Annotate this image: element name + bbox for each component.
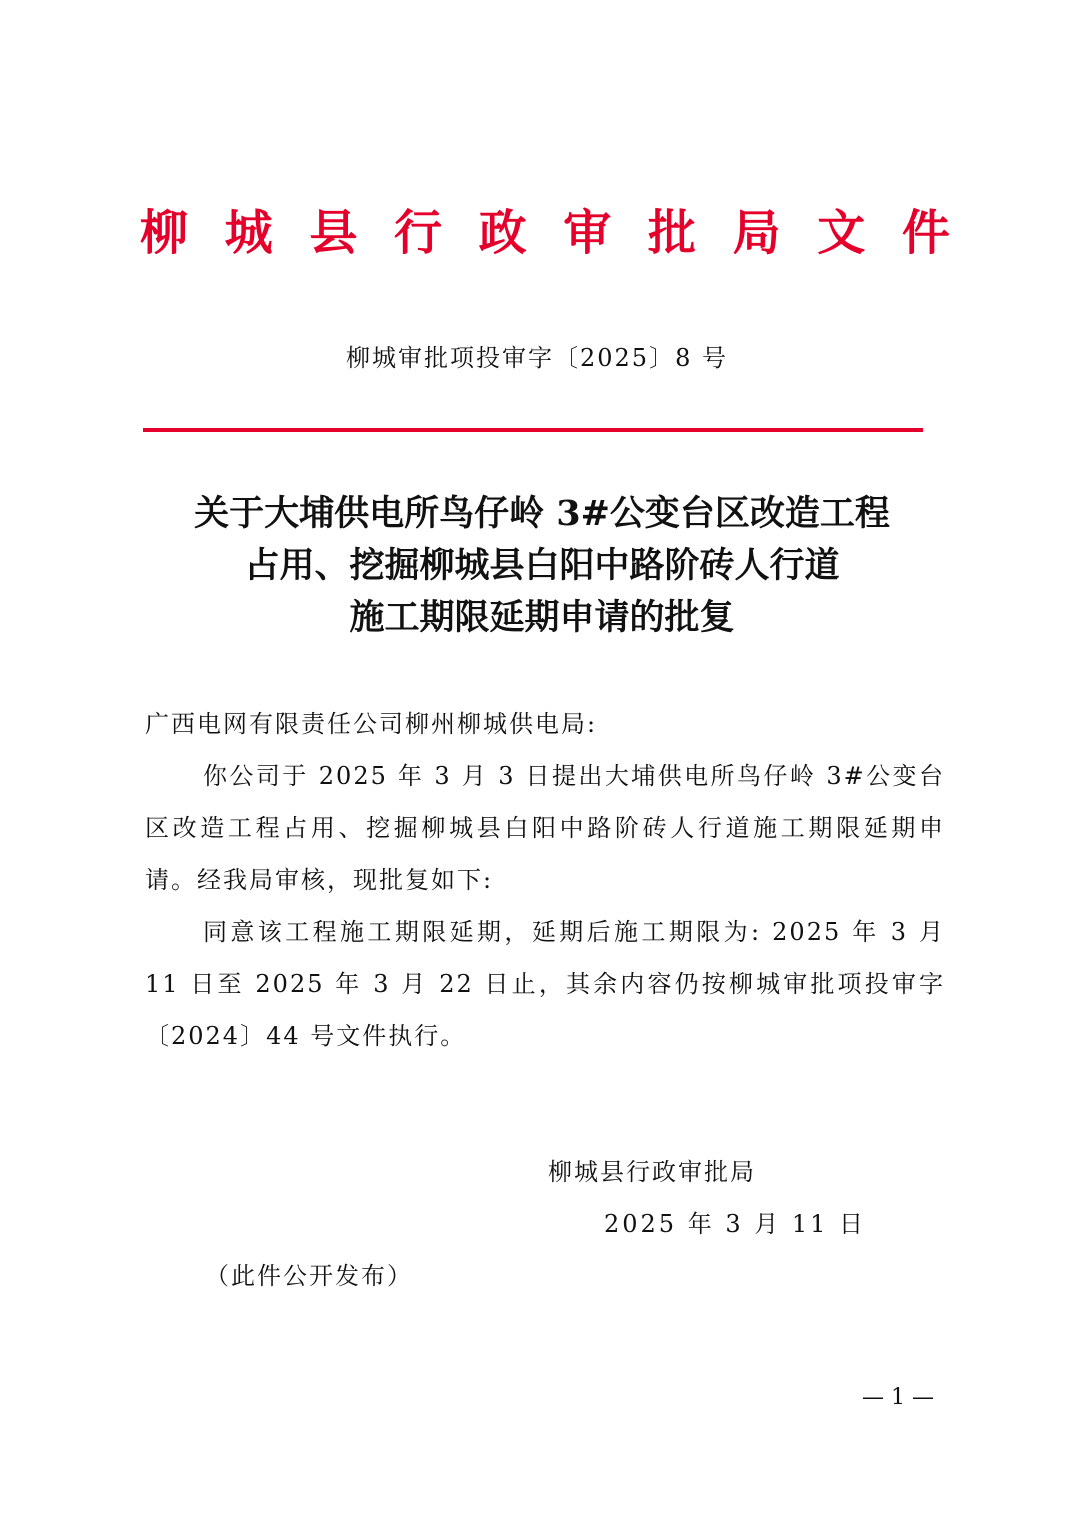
- document-title: [0, 488, 1074, 644]
- signature-organization: 柳城县行政审批局: [548, 1158, 756, 1186]
- masthead-char: 政: [478, 205, 527, 261]
- masthead-char: 柳: [140, 205, 189, 261]
- document-number: 柳城审批项投审字〔2025〕8 号: [346, 344, 728, 372]
- body-paragraph: 同意该工程施工期限延期，延期后施工期限为: 2025 年 3 月 11 日至 2025 年 3 月 22 日止，其余内容仍按柳城审批项投审字〔2024〕44 号文件执行。: [145, 918, 945, 1050]
- masthead-char: 城: [224, 205, 273, 261]
- masthead-char: 审: [563, 205, 612, 261]
- addressee: 广西电网有限责任公司柳州柳城供电局:: [145, 710, 598, 738]
- public-release-note: （此件公开发布）: [205, 1262, 413, 1290]
- signature-date: 2025 年 3 月 11 日: [604, 1210, 867, 1238]
- title-line: 施工期限延期申请的批复: [349, 597, 735, 638]
- masthead-char: 件: [901, 205, 950, 261]
- masthead-title: [140, 198, 950, 268]
- title-line: 关于大埔供电所鸟仔岭 3#公变台区改造工程: [194, 493, 890, 534]
- page-number: — 1 —: [862, 1385, 934, 1410]
- masthead-char: 县: [309, 205, 358, 261]
- document-body: [145, 698, 945, 1062]
- masthead-char: 局: [732, 205, 781, 261]
- masthead-char: 行: [393, 205, 442, 261]
- title-line: 占用、挖掘柳城县白阳中路阶砖人行道: [244, 545, 840, 586]
- red-divider-line: [143, 428, 923, 432]
- masthead-char: 批: [647, 205, 696, 261]
- masthead-char: 文: [817, 205, 866, 261]
- body-paragraph: 你公司于 2025 年 3 月 3 日提出大埔供电所鸟仔岭 3#公变台区改造工程占用、挖掘柳城县白阳中路阶砖人行道施工期限延期申请。经我局审核，现批复如下:: [145, 762, 945, 894]
